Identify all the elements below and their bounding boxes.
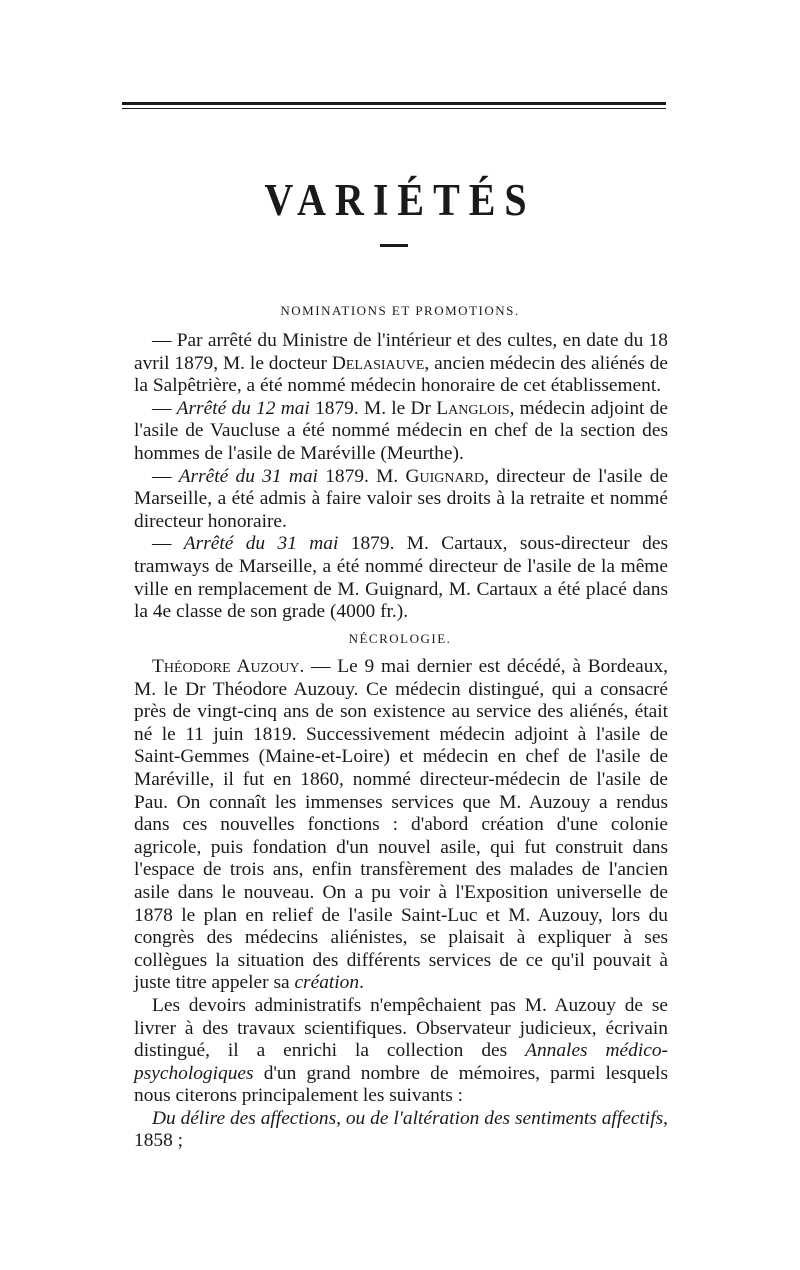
italic-word: création: [294, 972, 360, 994]
obituary-paragraph: [134, 656, 668, 995]
obituary-body: d'un grand nombre de mémoires, parmi lesquels nous citerons principalement les suivants :: [134, 1062, 668, 1107]
decree-date: Arrêté du 31 mai: [183, 533, 339, 555]
nomination-lead: — Par arrêté du Ministre de l'intérieur et des cultes, en date du 18 avril 1879, M. le docteur: [134, 330, 668, 374]
nomination-rest: , ancien médecin des aliénés de la Salpêtrière, a été nommé médecin honoraire de cet établissement.: [134, 352, 668, 397]
obituary-body: Les devoirs administratifs n'empêchaient pas M. Auzouy de se livrer à des travaux scientifiques. Observateur judicieux, écrivain distingué, il a enrichi la collection des: [134, 994, 668, 1062]
dash: —: [152, 533, 184, 555]
title-dash: [380, 244, 408, 247]
header-rule: [122, 102, 666, 109]
nominations-text: [134, 330, 668, 624]
dash: —: [152, 397, 177, 419]
dash: —: [152, 465, 179, 487]
nomination-rest: , directeur de l'asile de Marseille, a été admis à faire valoir ses droits à la retraite et nommé directeur honoraire.: [134, 465, 668, 532]
section-title: VARIÉTÉS: [264, 173, 536, 226]
decree-date: Arrêté du 12 mai: [176, 397, 310, 419]
obituary-paragraph: [134, 995, 668, 1108]
nomination-paragraph: [134, 398, 668, 466]
work-title: Du délire des affections, ou de l'altération des sentiments affectifs: [152, 1107, 664, 1129]
nomination-paragraph: [134, 533, 668, 623]
obituary-paragraph: [134, 1108, 668, 1153]
decree-year: 1879. M.: [317, 465, 406, 487]
necrologie-text: [134, 656, 668, 1153]
decree-year: 1879. M. le Dr: [309, 397, 437, 419]
obituary-body: . — Le 9 mai dernier est décédé, à Bordeaux, M. le Dr Théodore Auzouy. Ce médecin distingué, qui a consacré près de vingt-cinq ans de son existence au service des aliénés, était né le 11 juin 1819. Successivement médecin adjoint à l'asile de Saint-Gemmes (Maine-et-Loire) et médecin en chef de l'asile de Maréville, il fut en 1860, nommé directeur-médecin de l'asile de Pau. On connaît les immenses services que M. Auzouy a rendus dans ces nouvelles fonctions : d'abord création d'une colonie agricole, puis fondation d'un nouvel asile, qui fut construit dans l'espace de trois ans, enfin transfèrement des malades de l'ancien asile dans le nouveau. On a pu voir à l'Exposition universelle de 1878 le plan en relief de l'asile Saint-Luc et M. Auzouy, lors du congrès des médecins aliénistes, se plaisait à expliquer à ses collègues la situation des différents services de ce qu'il pouvait à juste titre appeler sa: [134, 656, 668, 994]
nomination-rest: 1879. M. Cartaux, sous-directeur des tramways de Marseille, a été nommé directeur de l'asile de la même ville en remplacement de M. Guignard, M. Cartaux a été placé dans la 4e classe de son grade (4000 fr.).: [134, 533, 668, 623]
period: .: [359, 972, 364, 994]
decree-date: Arrêté du 31 mai: [178, 465, 318, 487]
work-year: , 1858 ;: [134, 1107, 668, 1152]
nominations-heading: NOMINATIONS ET PROMOTIONS.: [280, 303, 520, 318]
nomination-paragraph: [134, 466, 668, 534]
nomination-rest: , médecin adjoint de l'asile de Vaucluse a été nommé médecin en chef de la section des hommes de l'asile de Maréville (Meurthe).: [134, 397, 669, 464]
person-name: Théodore Auzouy: [152, 656, 300, 677]
nomination-paragraph: [134, 330, 668, 398]
person-name: Delasiauve: [331, 352, 425, 374]
necrologie-heading: NÉCROLOGIE.: [348, 631, 452, 646]
person-name: Guignard: [405, 465, 485, 487]
journal-title: Annales médico-psychologiques: [134, 1040, 668, 1084]
person-name: Langlois: [436, 397, 510, 419]
